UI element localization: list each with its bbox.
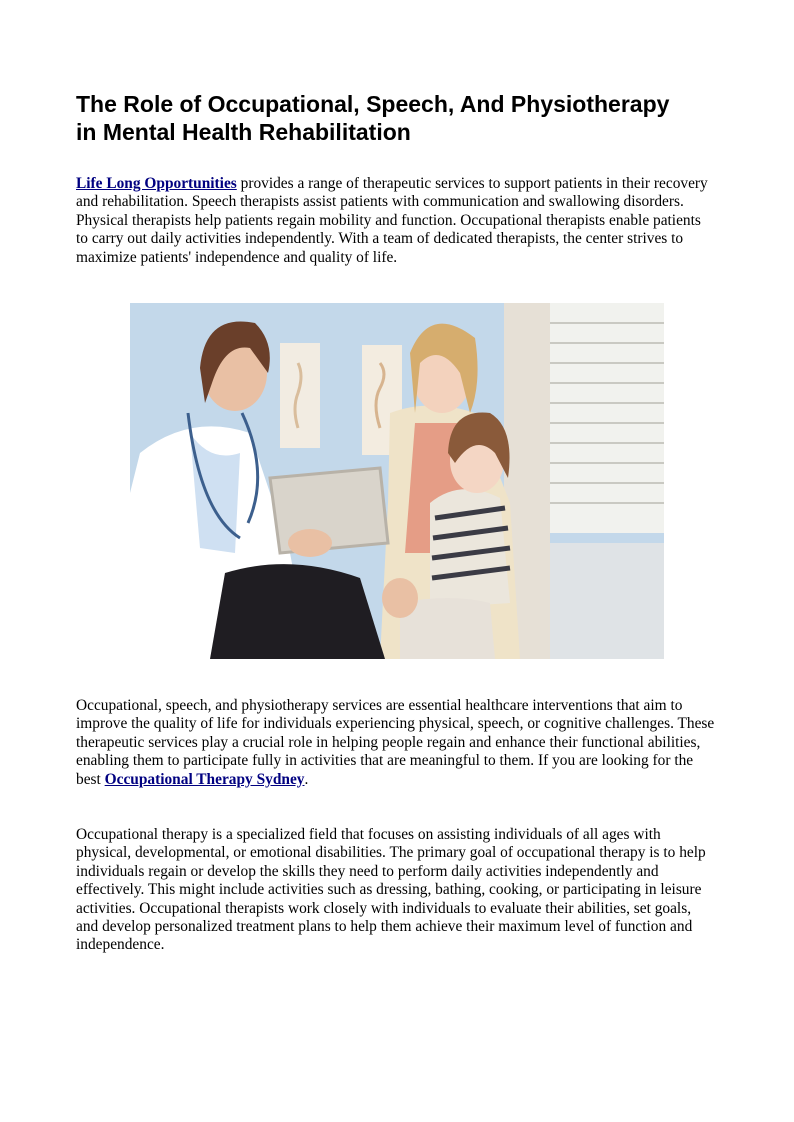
- occupational-therapy-paragraph: Occupational therapy is a specialized field that focuses on assisting individuals of all ages with physical, developmental, or emotional disabilities. The primary goal of occupational therapy is to help individuals regain or develop the skills they need to perform daily activities independently and effectively. This might include activities such as dressing, bathing, cooking, or participating in leisure activities. Occupational therapists work closely with individuals to evaluate their abilities, set goals, and develop personalized treatment plans to help them achieve their maximum level of function and independence.: [76, 826, 706, 954]
- therapy-photo: [130, 303, 664, 659]
- article-title: The Role of Occupational, Speech, And Physiotherapy in Mental Health Rehabilitation: [76, 91, 670, 145]
- life-long-opportunities-link[interactable]: Life Long Opportunities: [76, 175, 237, 192]
- doctor-mother-child-illustration: [130, 303, 664, 659]
- intro-paragraph: Life Long Opportunities provides a range of therapeutic services to support patients in their recovery and rehabilitation. Speech therapists assist patients with communication and swallowing disorders. Physical therapists help patients regain mobility and function. Occupational therapists enable patients to carry out daily activities independently. With a team of dedicated therapists, the center strives to maximize patients' independence and quality of life.: [76, 175, 708, 266]
- occupational-therapy-sydney-link[interactable]: Occupational Therapy Sydney: [104, 770, 305, 788]
- services-paragraph: Occupational, speech, and physiotherapy services are essential healthcare interventions that aim to improve the quality of life for individuals experiencing physical, speech, or cognitive challenges. These therapeutic services play a crucial role in helping people regain and enhance their functional abilities, enabling them to participate fully in activities that are meaningful to them. If you are looking for the best Occupational Therapy Sydney.: [76, 697, 715, 788]
